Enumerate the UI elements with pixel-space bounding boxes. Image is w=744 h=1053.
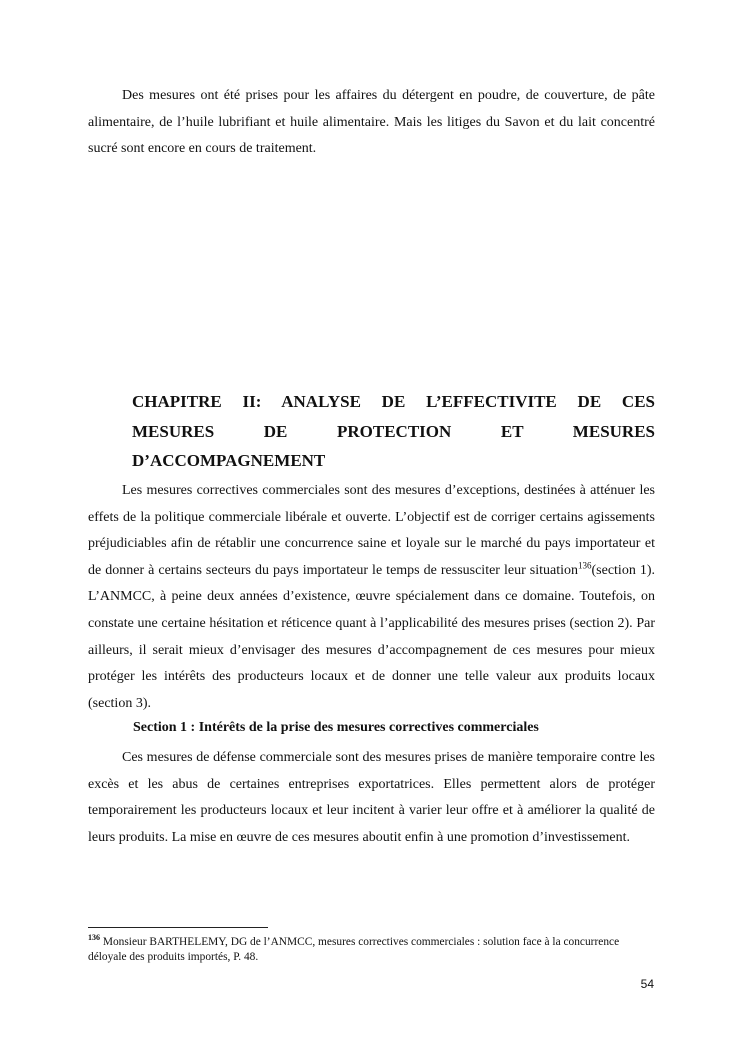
footnote [88, 935, 655, 964]
paragraph-introduction [88, 478, 655, 717]
footnote-number: 136 [88, 933, 100, 943]
footnote-separator [88, 927, 268, 928]
chapter-title [132, 387, 655, 476]
page-number: 54 [640, 977, 654, 991]
footnote-reference[interactable]: 136 [578, 560, 592, 571]
chapter-title-line-2: MESURES DE PROTECTION ET MESURES [132, 421, 655, 441]
paragraph-introduction-text-b: (section 1). L’ANMCC, à peine deux années d’existence, œuvre spécialement dans ce domaine. Toutefois, on constate une certaine hésitation et réticence quant à l’applicabilité des mesures prises (section 2). Par ailleurs, il serait mieux d’envisager des mesures d’accompagnement de ces mesures pour mieux protéger les intérêts des producteurs locaux et de donner une telle valeur aux produits locaux (section 3). [88, 562, 655, 711]
chapter-title-line-1: CHAPITRE II: ANALYSE DE L’EFFECTIVITE DE CES [132, 392, 655, 411]
paragraph-introduction-text-a: Les mesures correctives commerciales sont des mesures d’exceptions, destinées à atténuer les effets de la politique commerciale libérale et ouverte. L’objectif est de corriger certains agissements préjudiciables afin de rétablir une concurrence saine et loyale sur le marché du pays importateur et de donner à certains secteurs du pays importateur le temps de ressusciter leur situation [88, 483, 655, 578]
footnote-text: Monsieur BARTHELEMY, DG de l’ANMCC, mesures correctives commerciales : solution face à la concurrence déloyale des produits importés, P. 48. [88, 936, 620, 963]
chapter-title-line-3: D’ACCOMPAGNEMENT [132, 451, 326, 470]
paragraph-section-1: Ces mesures de défense commerciale sont des mesures prises de manière temporaire contre les excès et les abus de certaines entreprises exportatrices. Elles permettent alors de protéger temporairement les producteurs locaux et leur incitent à varier leur offre et à améliorer la qualité de leurs produits. La mise en œuvre de ces mesures aboutit enfin à une promotion d’investissement. [88, 750, 655, 845]
paragraph-mesures-prises: Des mesures ont été prises pour les affaires du détergent en poudre, de couverture, de pâte alimentaire, de l’huile lubrifiant et huile alimentaire. Mais les litiges du Savon et du lait concentré sucré sont encore en cours de traitement. [88, 88, 655, 157]
section-1-heading: Section 1 : Intérêts de la prise des mesures correctives commerciales [133, 720, 539, 735]
